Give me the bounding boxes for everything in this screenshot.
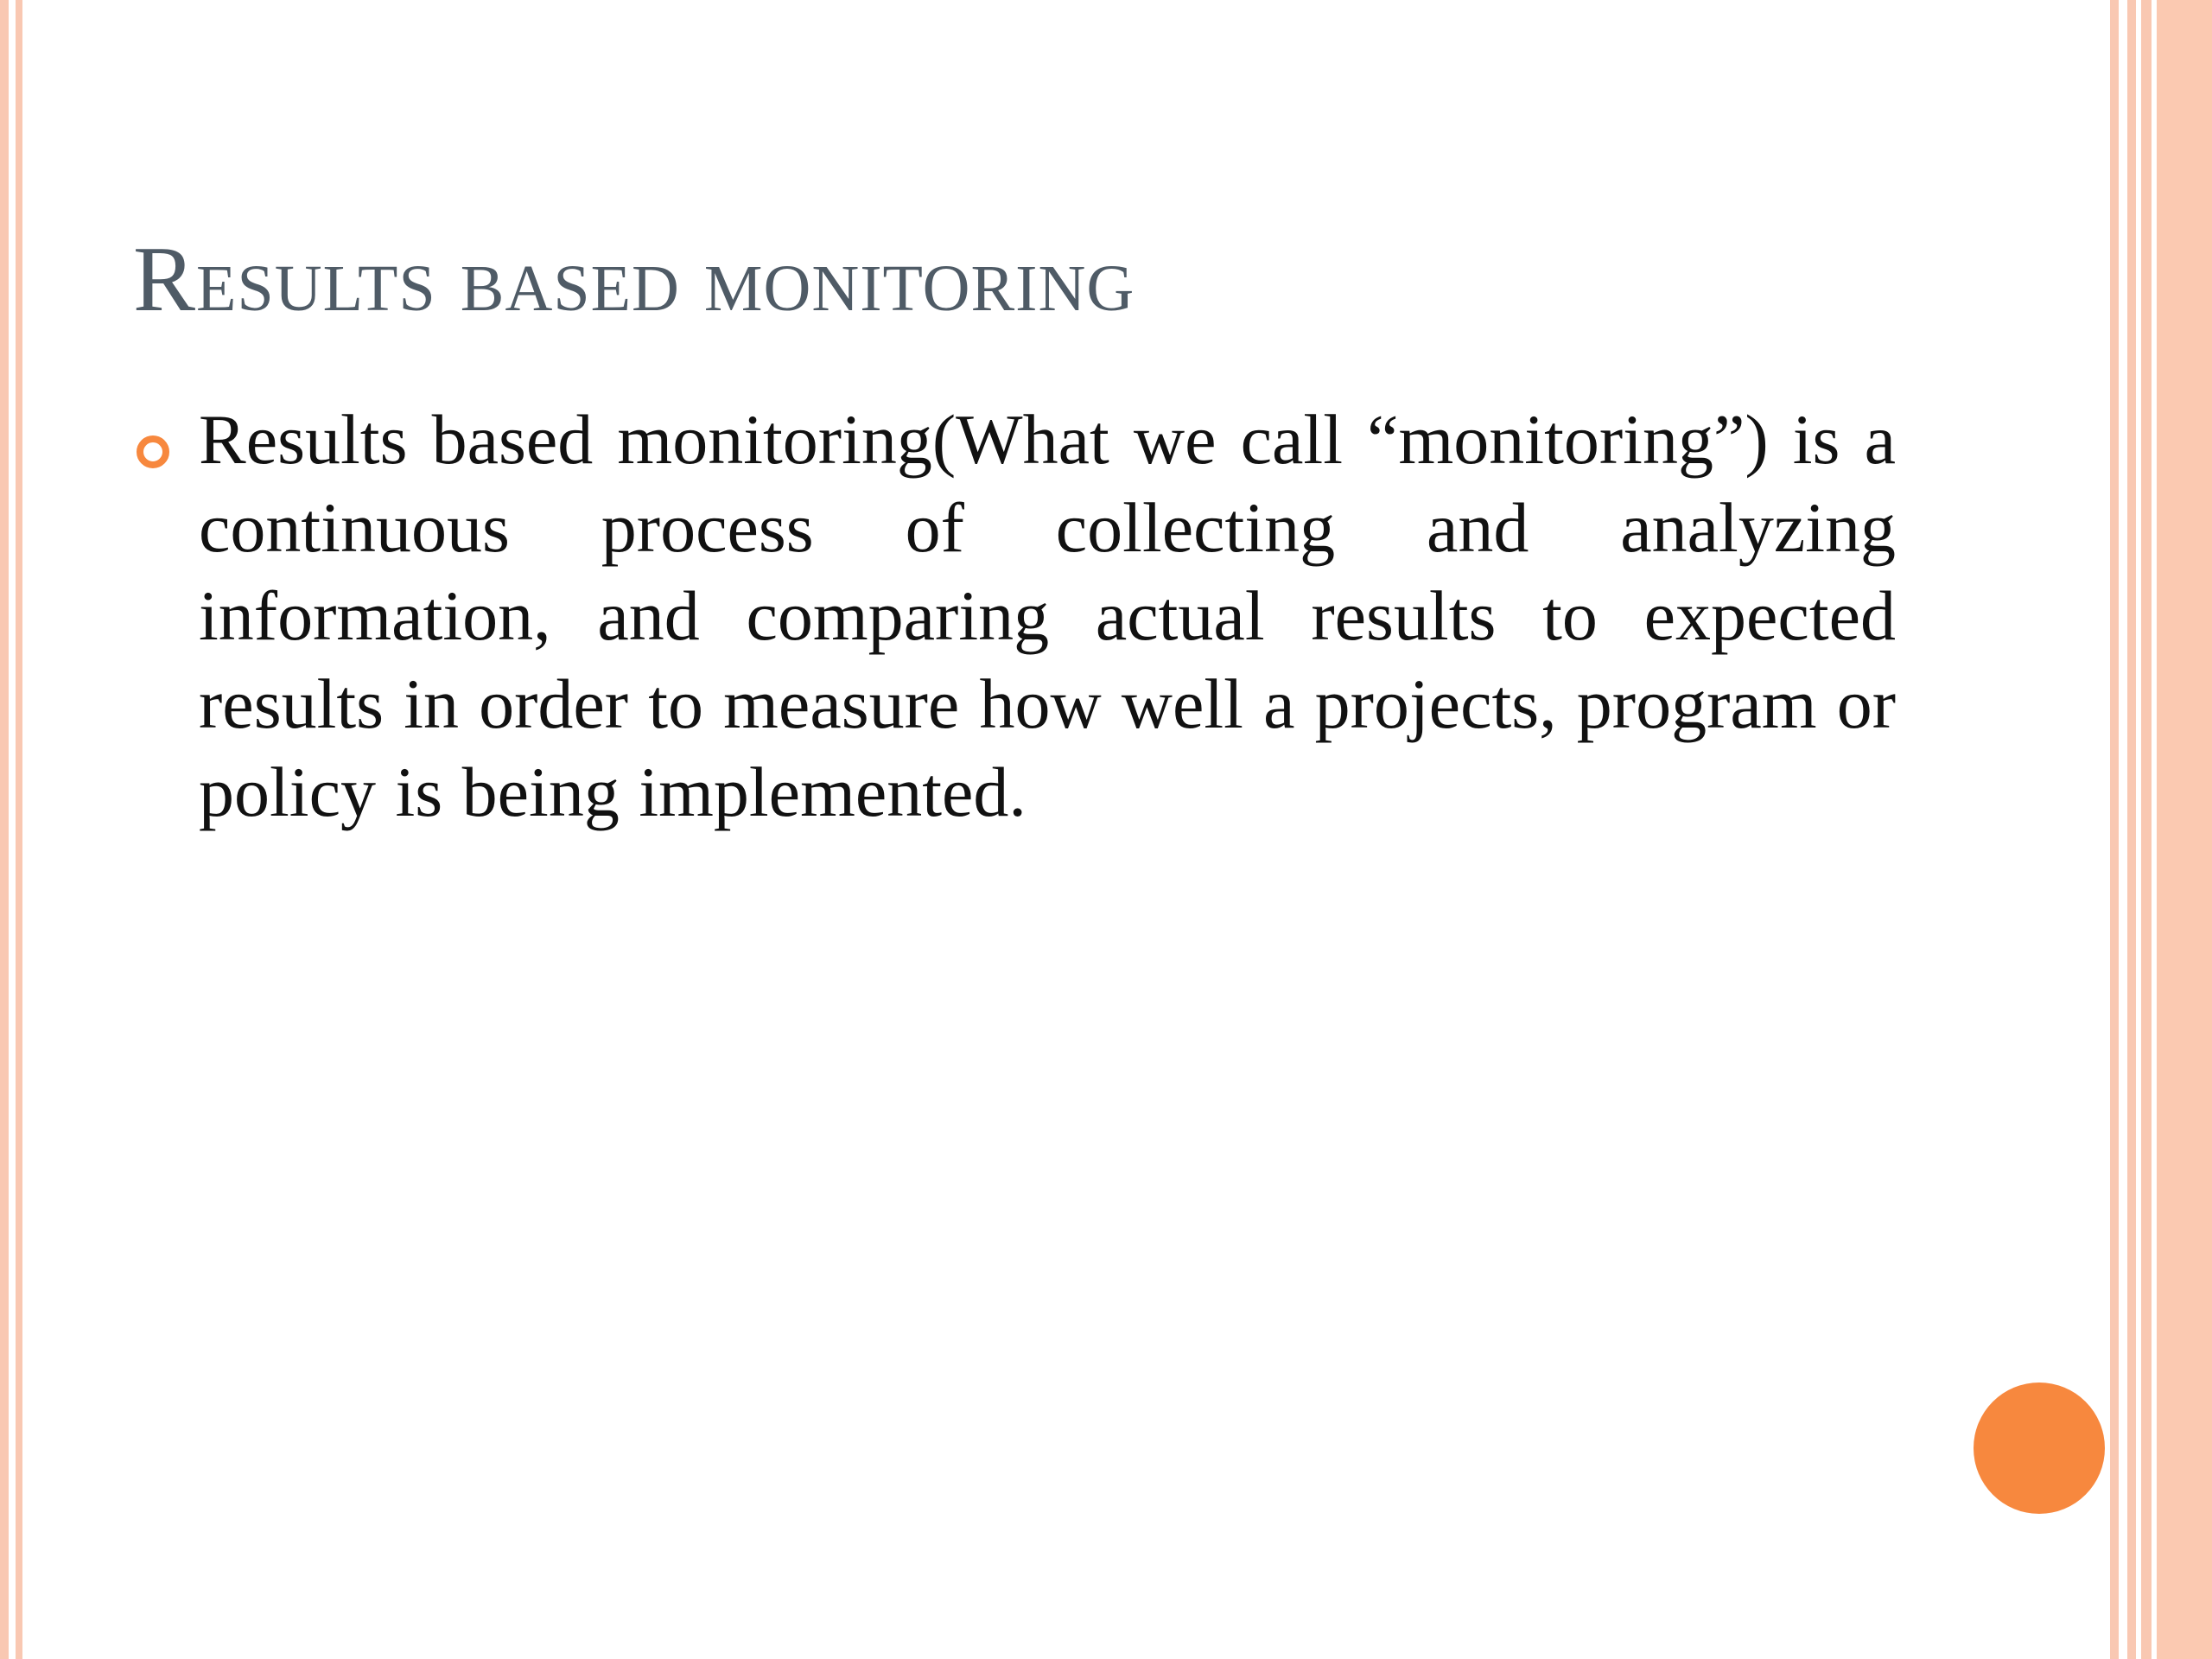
right-border-gap bbox=[2152, 0, 2157, 1659]
bullet-list bbox=[133, 396, 1896, 836]
orange-circle-decoration-icon bbox=[1974, 1382, 2105, 1514]
left-border-stripe bbox=[0, 0, 9, 1659]
right-border-stripe bbox=[2141, 0, 2152, 1659]
right-border-stripe bbox=[2110, 0, 2119, 1659]
right-border-stripe bbox=[2127, 0, 2136, 1659]
right-border-band bbox=[2157, 0, 2212, 1659]
slide-title: Results based monitoring bbox=[133, 228, 1135, 331]
bullet-item bbox=[133, 396, 1896, 836]
bullet-text: Results based monitoring(What we call “monitoring”) is a continuous process of collecting and analyzing information, and comparing actual results to expected results in order to measure how well a projects, program or policy is being implemented. bbox=[199, 400, 1896, 831]
left-border-stripe-inner bbox=[16, 0, 22, 1659]
bullet-icon bbox=[137, 435, 169, 468]
